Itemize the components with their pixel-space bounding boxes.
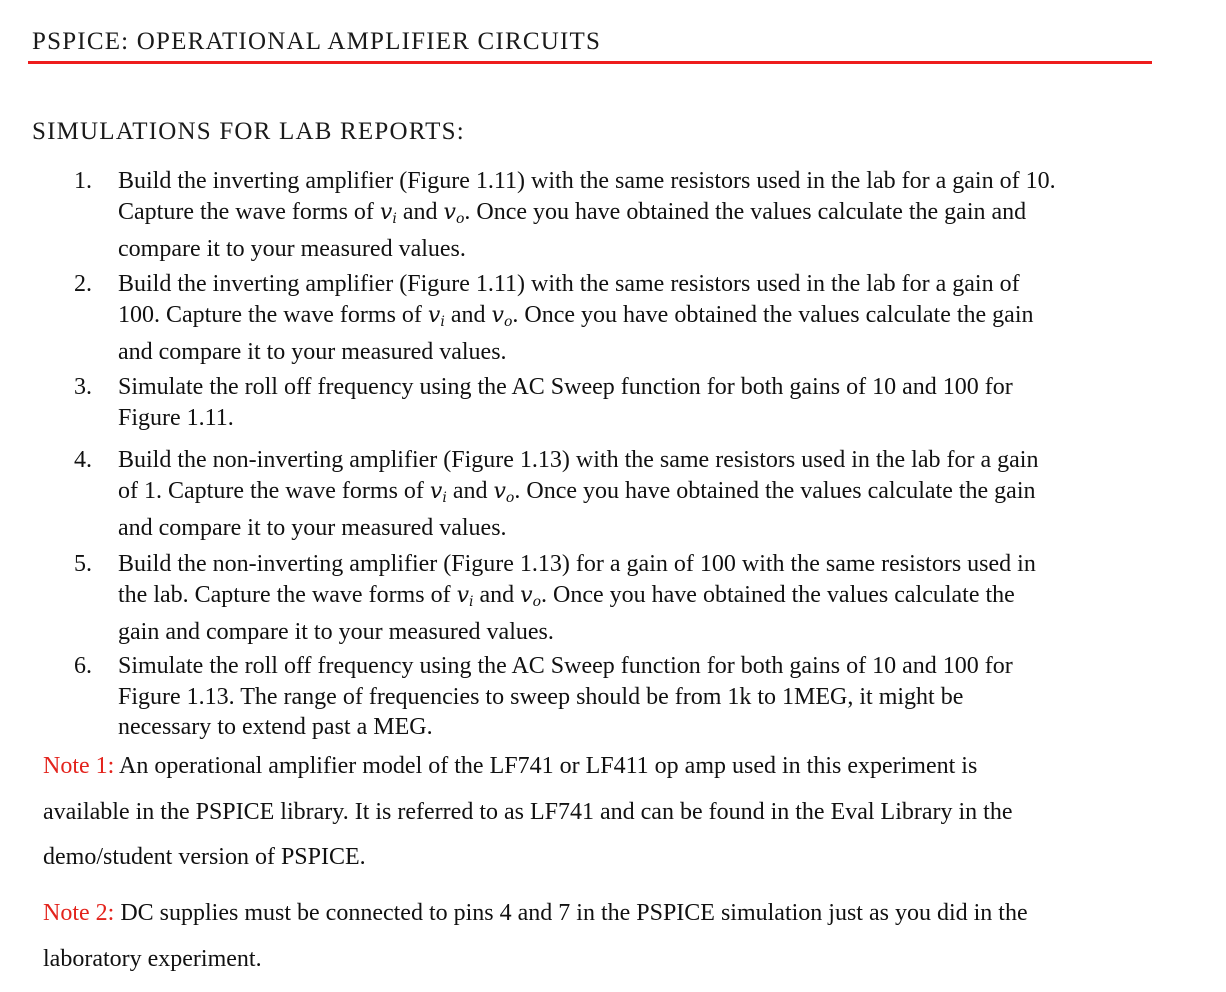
math-vo: $v_o$ (493, 478, 515, 506)
task-line: Build the non-inverting amplifier (Figure 1.13) for a gain of 100 with the same resistors used in (118, 551, 1036, 577)
section-heading: SIMULATIONS FOR LAB REPORTS: (32, 118, 465, 145)
math-vo: $v_o$ (491, 302, 513, 330)
task-number: 3. (74, 374, 92, 400)
title-underline (28, 61, 1152, 64)
task-text (118, 445, 1158, 544)
note-line: demo/student version of PSPICE. (43, 844, 366, 870)
task-number: 2. (74, 271, 92, 297)
task-line: Build the inverting amplifier (Figure 1.11) with the same resistors used in the lab for a gain of 10. (118, 168, 1056, 194)
task-number: 5. (74, 551, 92, 577)
task-line: the lab. Capture the wave forms of $v_i$ and $v_o$. Once you have obtained the values calculate the (118, 581, 1015, 610)
task-line: gain and compare it to your measured values. (118, 619, 554, 645)
task-line: Figure 1.11. (118, 404, 234, 431)
math-vi: $v_i$ (456, 582, 474, 610)
math-vi: $v_i$ (429, 478, 447, 506)
task-number: 6. (74, 653, 92, 679)
task-line: Build the non-inverting amplifier (Figure 1.13) with the same resistors used in the lab for a gain (118, 447, 1039, 473)
math-vo: $v_o$ (520, 582, 542, 610)
note-2 (43, 891, 1163, 982)
note-line: Note 1: An operational amplifier model of the LF741 or LF411 op amp used in this experiment is (43, 753, 978, 779)
note-line: available in the PSPICE library. It is referred to as LF741 and can be found in the Eval Library in the (43, 798, 1013, 825)
task-number: 1. (74, 168, 92, 194)
note-line: laboratory experiment. (43, 945, 262, 972)
task-line: Simulate the roll off frequency using the AC Sweep function for both gains of 10 and 100 for (118, 653, 1013, 679)
task-line: Simulate the roll off frequency using the AC Sweep function for both gains of 10 and 100 for (118, 374, 1013, 400)
page-title: PSPICE: OPERATIONAL AMPLIFIER CIRCUITS (32, 28, 602, 55)
task-line: Build the inverting amplifier (Figure 1.11) with the same resistors used in the lab for a gain of (118, 271, 1020, 297)
math-vo: $v_o$ (443, 199, 465, 227)
task-text (118, 549, 1158, 648)
math-vi: $v_i$ (379, 199, 397, 227)
note-1 (43, 744, 1163, 881)
task-line: Figure 1.13. The range of frequencies to sweep should be from 1k to 1MEG, it might be (118, 683, 964, 710)
task-text (118, 166, 1158, 265)
task-line: 100. Capture the wave forms of $v_i$ and $v_o$. Once you have obtained the values calculate the gain (118, 301, 1034, 330)
task-text (118, 372, 1158, 433)
task-text (118, 651, 1158, 743)
note-label: Note 1: (43, 753, 115, 779)
task-line: and compare it to your measured values. (118, 515, 507, 541)
note-line: Note 2: DC supplies must be connected to pins 4 and 7 in the PSPICE simulation just as you did in the (43, 900, 1028, 926)
task-text (118, 269, 1158, 368)
task-line: compare it to your measured values. (118, 236, 466, 262)
math-vi: $v_i$ (427, 302, 445, 330)
task-line: of 1. Capture the wave forms of $v_i$ and $v_o$. Once you have obtained the values calculate the gain (118, 477, 1036, 506)
task-line: and compare it to your measured values. (118, 339, 507, 365)
task-line: Capture the wave forms of $v_i$ and $v_o$. Once you have obtained the values calculate the gain and (118, 198, 1027, 227)
task-line: necessary to extend past a MEG. (118, 714, 433, 740)
note-label: Note 2: (43, 900, 115, 926)
task-number: 4. (74, 447, 92, 473)
